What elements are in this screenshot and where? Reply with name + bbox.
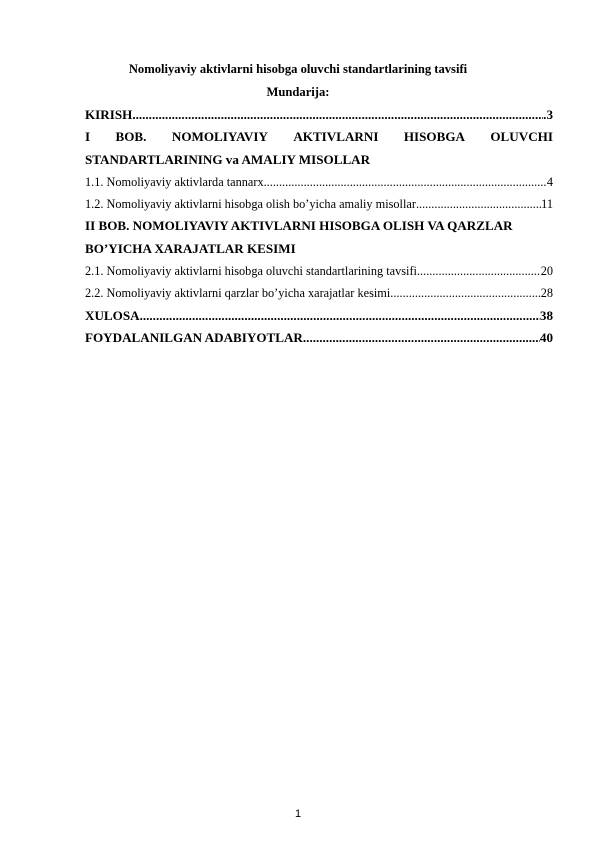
toc-leader-dots <box>416 193 541 215</box>
toc-chapter-1-line-1[interactable] <box>85 126 553 148</box>
toc-chapter-1-line-2[interactable] <box>85 149 553 171</box>
toc-entry-page: 38 <box>539 307 553 323</box>
document-title: Nomoliyaviy aktivlarni hisobga oluvchi standartlarining tavsifi <box>128 62 468 76</box>
toc-leader-dots <box>140 305 540 327</box>
toc-entry-page: 20 <box>540 264 553 279</box>
table-of-contents <box>85 104 553 349</box>
toc-entry-page: 4 <box>546 174 553 189</box>
toc-entry-xulosa[interactable] <box>85 305 553 327</box>
toc-entry-label: BO’YICHA XARAJATLAR KESIMI <box>85 240 296 256</box>
toc-entry-label: 2.2. Nomoliyaviy aktivlarni qarzlar bo’yicha xarajatlar kesimi <box>85 286 391 301</box>
toc-entry-label: STANDARTLARINING va AMALIY MISOLLAR <box>85 151 371 167</box>
toc-word: NOMOLIYAVIY <box>171 129 268 145</box>
toc-entry-label: II BOB. NOMOLIYAVIY AKTIVLARNI HISOBGA OLISH VA QARZLAR <box>85 218 513 234</box>
toc-chapter-2-line-2[interactable] <box>85 238 553 260</box>
toc-leader-dots <box>264 171 547 193</box>
toc-entry-1-1[interactable] <box>85 171 553 193</box>
toc-leader-dots <box>303 327 540 349</box>
toc-entry-label: KIRISH <box>85 107 133 122</box>
toc-word: I <box>85 129 91 145</box>
toc-word: AKTIVLARNI <box>293 129 379 145</box>
toc-entry-2-2[interactable] <box>85 282 553 304</box>
toc-entry-label: FOYDALANILGAN ADABIYOTLAR <box>85 329 303 345</box>
toc-heading: Mundarija: <box>266 85 330 99</box>
toc-word: BOB. <box>115 129 147 145</box>
toc-entry-page: 28 <box>540 286 553 301</box>
toc-entry-1-2[interactable] <box>85 193 553 215</box>
toc-entry-page: 11 <box>541 197 553 212</box>
toc-entry-page: .3 <box>543 107 553 122</box>
toc-entry-label: 1.1. Nomoliyaviy aktivlarda tannarx <box>85 174 264 189</box>
toc-leader-dots <box>390 282 540 304</box>
toc-entry-2-1[interactable] <box>85 260 553 282</box>
toc-entry-page: 40 <box>539 329 553 345</box>
toc-leader-dots <box>132 104 543 126</box>
toc-entry-label: 2.1. Nomoliyaviy aktivlarni hisobga oluvchi standartlarining tavsifi <box>85 264 417 279</box>
toc-entry-adabiyotlar[interactable] <box>85 327 553 349</box>
toc-word: OLUVCHI <box>490 129 553 145</box>
toc-entry-kirish[interactable] <box>85 104 553 126</box>
toc-leader-dots <box>417 260 541 282</box>
page-number: 1 <box>294 808 302 820</box>
toc-entry-label: XULOSA <box>85 307 140 323</box>
toc-word: HISOBGA <box>403 129 465 145</box>
toc-chapter-2-line-1[interactable] <box>85 215 553 237</box>
toc-entry-label: 1.2. Nomoliyaviy aktivlarni hisobga olish bo’yicha amaliy misollar <box>85 197 416 212</box>
